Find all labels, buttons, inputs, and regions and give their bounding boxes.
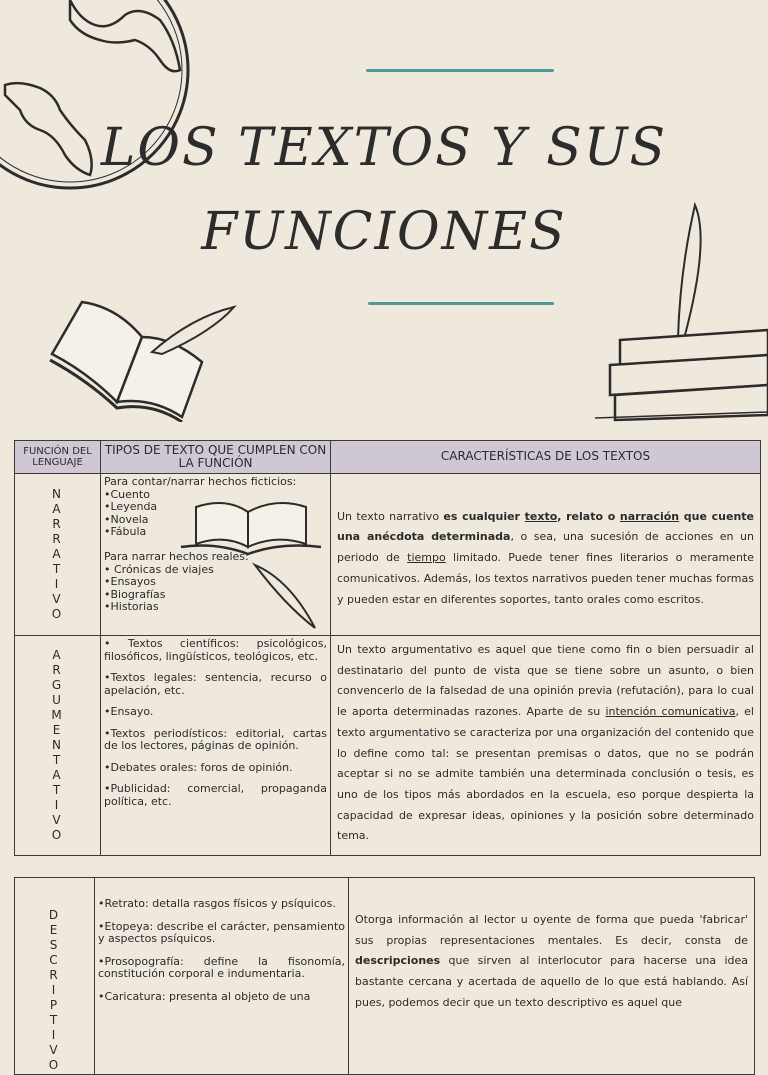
- desc-text: limitado. Puede tener fines literarios o meramente comunicativos. Además, los textos narrativos pueden tener muchas formas y pueden estar en diferentes soportes, tanto orales como escritos.: [337, 551, 755, 606]
- link-narracion[interactable]: narración: [619, 509, 680, 523]
- type-item: •Retrato: detalla rasgos físicos y psíquicos.: [98, 897, 336, 910]
- open-book-small-icon: [176, 492, 326, 562]
- desc-text: , o sea, una sucesión de acciones en un periodo de: [337, 530, 754, 565]
- type-item: •Etopeya: describe el carácter, pensamiento y aspectos psíquicos.: [98, 919, 345, 945]
- type-item: •Ensayo.: [104, 705, 154, 718]
- type-item: •Ensayos: [104, 575, 156, 588]
- row-label-letter: A: [52, 768, 63, 782]
- type-item: •Caricatura: presenta al objeto de una: [98, 989, 311, 1003]
- row-label-argumentativo: [15, 636, 101, 856]
- type-item: •Leyenda: [104, 500, 158, 513]
- row-label-letter: G: [51, 678, 64, 692]
- title-accent-line-bottom: [368, 302, 554, 305]
- row-label-letter: R: [52, 532, 63, 546]
- row-label-letter: C: [49, 953, 60, 967]
- type-item: •Biografías: [104, 587, 166, 601]
- row-label-letter: V: [49, 1043, 60, 1057]
- row-label-letter: A: [52, 547, 63, 561]
- type-item: •Textos legales: sentencia, recurso o apelación, etc.: [104, 671, 327, 697]
- table-row-descriptivo: [15, 878, 755, 1075]
- row-label-letter: N: [52, 487, 63, 501]
- link-intencion-comunicativa[interactable]: intención comunicativa: [605, 705, 736, 719]
- type-item: •Novela: [104, 512, 149, 526]
- row-label-letter: M: [51, 708, 64, 722]
- row-label-letter: U: [52, 693, 63, 707]
- row-label-letter: A: [52, 648, 63, 662]
- row-label-letter: I: [54, 577, 61, 591]
- row-label-letter: R: [52, 517, 63, 531]
- row-label-letter: N: [52, 738, 63, 752]
- row-label-letter: T: [52, 753, 63, 767]
- type-item: •Cuento: [104, 487, 150, 501]
- quill-icon: [250, 560, 320, 632]
- row-label-letter: T: [52, 562, 63, 576]
- desc-cell-descriptivo: [349, 878, 755, 1075]
- row-label-letter: R: [49, 968, 60, 982]
- row-label-letter: O: [51, 607, 64, 621]
- row-label-letter: R: [52, 663, 63, 677]
- desc-cell-narrativo: [331, 474, 761, 636]
- type-item: Para contar/narrar hechos ficticios:: [104, 475, 297, 488]
- desc-text: Otorga información al lector u oyente de forma que pueda 'fabricar' sus propias representaciones mentales. Es decir, consta de: [355, 913, 748, 947]
- page-title-line1: LOS TEXTOS Y SUS: [100, 118, 668, 178]
- header-tipos: TIPOS DE TEXTO QUE CUMPLEN CON LA FUNCIÓN: [101, 441, 331, 474]
- types-cell-descriptivo: [95, 878, 349, 1075]
- desc-bold: , relato o: [557, 509, 620, 523]
- row-label-letter: P: [49, 998, 60, 1012]
- desc-text: Un texto argumentativo es aquel que tiene como fin o bien persuadir al destinatario del punto de vista que se tiene sobre un asunto, o bien convencerlo de la falsedad de una opinión previa (refutación), para lo cual le aporta determinadas razones. Aparte de su: [337, 643, 754, 719]
- desc-bold: es cualquier: [443, 509, 525, 523]
- row-label-letter: E: [49, 923, 60, 937]
- type-item: Para narrar hechos reales:: [104, 550, 249, 563]
- row-label-letter: I: [51, 983, 58, 997]
- functions-table: [14, 440, 761, 856]
- row-label-letter: O: [48, 1058, 61, 1072]
- table-row-argumentativo: [15, 636, 761, 856]
- desc-text: que sirven al interlocutor para hacerse una idea bastante cercana y acertada de aquello de lo que está hablando. Así pues, podemos decir que un texto descriptivo es aquel que: [355, 954, 748, 1009]
- book-stack-icon: [590, 200, 768, 425]
- header-caracteristicas: CARACTERÍSTICAS DE LOS TEXTOS: [331, 441, 761, 474]
- type-item: •Fábula: [104, 525, 147, 538]
- desc-bold: descripciones: [355, 954, 441, 968]
- type-item: •Textos periodísticos: editorial, cartas de los lectores, páginas de opinión.: [104, 726, 327, 752]
- row-label-letter: I: [54, 798, 61, 812]
- type-item: •Prosopografía: define la fisonomía, constitución corporal e indumentaria.: [98, 954, 345, 980]
- row-label-descriptivo: [15, 878, 95, 1075]
- table-row-narrativo: [15, 474, 761, 636]
- type-item: •Publicidad: comercial, propaganda política, etc.: [104, 782, 327, 808]
- link-texto[interactable]: texto: [524, 509, 558, 523]
- row-label-letter: A: [52, 502, 63, 516]
- row-label-letter: E: [52, 723, 63, 737]
- functions-table-continued: [14, 877, 755, 1075]
- desc-text: , el texto argumentativo se caracteriza por una organización del contenido que lo define como tal: se presentan premisas o datos, que no se podrán aceptar si no se admite también una determinada conclusión o tesis, es uno de los tipos más abordados en la escuela, eso porque despierta la capacidad de expresar ideas, opiniones y la posición sobre determinado tema.: [337, 705, 754, 843]
- row-label-letter: T: [49, 1013, 60, 1027]
- row-label-letter: O: [51, 828, 64, 842]
- desc-text: Un texto narrativo: [337, 509, 444, 523]
- row-label-letter: S: [49, 938, 60, 952]
- type-item: •Debates orales: foros de opinión.: [104, 760, 293, 774]
- row-label-letter: V: [52, 592, 63, 606]
- types-cell-argumentativo: [101, 636, 331, 856]
- row-label-narrativo: [15, 474, 101, 636]
- type-item: • Textos científicos: psicológicos, filosóficos, lingüísticos, teológicos, etc.: [104, 637, 327, 663]
- page-title-line2: FUNCIONES: [201, 202, 567, 262]
- type-item: •Historias: [104, 600, 159, 613]
- link-tiempo[interactable]: tiempo: [407, 551, 446, 565]
- open-book-icon: [42, 292, 242, 422]
- type-item: • Crónicas de viajes: [104, 562, 214, 576]
- desc-bold: que cuente una anécdota determinada: [337, 509, 755, 544]
- row-label-letter: V: [52, 813, 63, 827]
- row-label-letter: T: [52, 783, 63, 797]
- desc-cell-argumentativo: [331, 636, 761, 856]
- row-label-letter: I: [51, 1028, 58, 1042]
- title-accent-line-top: [366, 69, 554, 72]
- header-funcion: FUNCIÓN DEL LENGUAJE: [15, 441, 101, 474]
- row-label-letter: D: [48, 908, 61, 922]
